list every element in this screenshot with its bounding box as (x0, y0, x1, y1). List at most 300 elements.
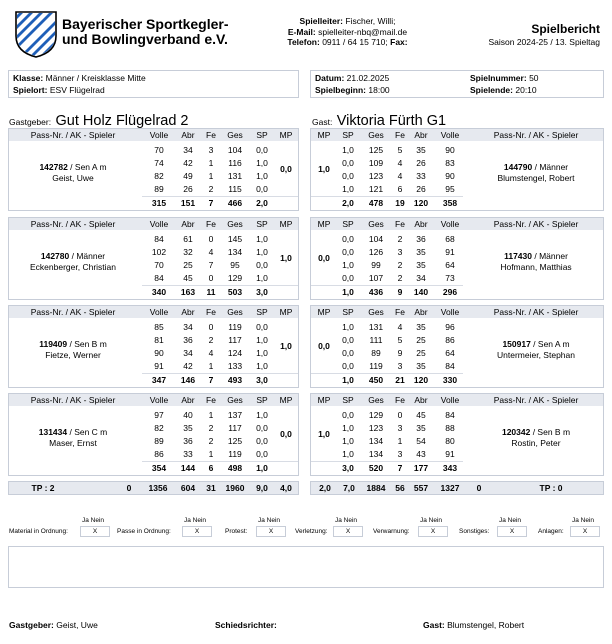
org-name-line1: Bayerischer Sportkegler- (62, 16, 229, 32)
guest-lane-cell: 0,0 (342, 158, 354, 168)
host-lane-cell: 0,0 (256, 260, 268, 270)
guest-team-points: TP : 0 (539, 483, 563, 493)
host-lane-cell: 0,0 (256, 145, 268, 155)
host-lane-cell: 125 (227, 436, 243, 446)
host-lane-cell: 84 (154, 234, 164, 244)
host-lane-cell: 1,0 (256, 335, 268, 345)
guest-lane-cell: 26 (416, 158, 426, 168)
host-player-info (13, 339, 133, 361)
guest-lane-cell: 25 (416, 335, 426, 345)
host-lane-cell: 104 (227, 145, 243, 155)
host-lane-cell: 61 (183, 234, 193, 244)
check-label-anlagen: Anlagen: (538, 528, 564, 535)
host-column-header: Abr (181, 219, 195, 229)
guest-total-cell: 21 (395, 375, 405, 385)
check-box-material[interactable]: X (80, 526, 110, 537)
guest-lane-cell: 64 (445, 348, 455, 358)
referee-signature (215, 620, 277, 630)
host-lane-cell: 34 (183, 322, 193, 332)
host-player-pass-line (13, 162, 133, 173)
guest-total-separator (311, 461, 463, 462)
guest-column-header: Volle (440, 219, 460, 229)
ja-nein-header: Ja Nein (258, 517, 281, 524)
host-lane-cell: 134 (227, 247, 243, 257)
guest-team-name: Viktoria Fürth G1 (336, 113, 447, 129)
host-total-cell: 163 (180, 287, 196, 297)
host-column-header: SP (256, 395, 268, 405)
guest-lane-cell: 1,0 (342, 260, 354, 270)
check-box-passe[interactable]: X (182, 526, 212, 537)
host-column-header: Volle (149, 307, 169, 317)
guest-total-sp: 7,0 (343, 483, 355, 493)
guest-column-header: SP (342, 307, 354, 317)
host-player-name: Geist, Uwe (52, 173, 94, 183)
guest-lane-cell: 80 (445, 436, 455, 446)
guest-lane-cell: 90 (445, 145, 455, 155)
guest-total-cell: 140 (413, 287, 429, 297)
host-total-separator (142, 285, 298, 286)
host-player-name: Fietze, Werner (45, 350, 101, 360)
guest-lane-cell: 125 (368, 145, 384, 155)
guest-lane-cell: 1,0 (342, 184, 354, 194)
guest-lane-cell: 36 (416, 234, 426, 244)
guest-totals-bar (310, 481, 604, 495)
host-total-volle: 1356 (148, 483, 168, 493)
guest-total-abr: 557 (413, 483, 429, 493)
guest-column-header: MP (317, 307, 331, 317)
host-lane-cell: 82 (154, 171, 164, 181)
guest-lane-cell: 134 (368, 449, 384, 459)
guest-lane-cell: 0,0 (342, 410, 354, 420)
host-lane-cell: 145 (227, 234, 243, 244)
guest-lane-cell: 0,0 (342, 273, 354, 283)
fax-label: Fax: (390, 37, 408, 47)
host-lane-cell: 0,0 (256, 322, 268, 332)
host-player-info (13, 251, 133, 273)
guest-lane-cell: 111 (369, 335, 383, 345)
guest-lane-cell: 73 (445, 273, 455, 283)
ja-nein-header: Ja Nein (184, 517, 207, 524)
host-lane-cell: 90 (154, 348, 164, 358)
host-total-ges: 1960 (225, 483, 245, 493)
association-logo (14, 10, 58, 58)
guest-player-info (469, 427, 603, 449)
remarks-box[interactable] (8, 546, 604, 588)
guest-lane-cell: 1,0 (342, 322, 354, 332)
host-lane-cell: 42 (183, 361, 193, 371)
document-title: Spielbericht (531, 22, 600, 36)
host-column-header: Abr (181, 395, 195, 405)
guest-lane-cell: 2 (397, 234, 403, 244)
host-total-cell: 466 (227, 198, 243, 208)
host-column-header: Pass-Nr. / AK - Spieler (30, 307, 116, 317)
host-total-cell: 151 (180, 198, 196, 208)
host-total-cell: 7 (208, 198, 214, 208)
klasse-value: Männer / Kreisklasse Mitte (45, 73, 146, 83)
guest-column-header: Ges (368, 307, 384, 317)
host-total-cell: 347 (151, 375, 167, 385)
host-lane-cell: 119 (228, 322, 242, 332)
host-column-header: Volle (149, 130, 169, 140)
host-player-name: Eckenberger, Christian (30, 262, 116, 272)
host-column-header: SP (256, 219, 268, 229)
guest-column-header: Pass-Nr. / AK - Spieler (493, 395, 579, 405)
host-lane-cell: 2 (208, 436, 214, 446)
host-team-name: Gut Holz Flügelrad 2 (55, 113, 189, 129)
host-column-header: MP (279, 395, 293, 405)
host-column-header: Pass-Nr. / AK - Spieler (30, 219, 116, 229)
host-lane-cell: 42 (183, 158, 193, 168)
host-player-ak: / Sen C m (67, 427, 108, 437)
guest-player-info (469, 251, 603, 273)
spielnummer-value: 50 (529, 73, 539, 83)
org-name-line2: und Bowlingverband e.V. (62, 31, 228, 47)
guest-lane-cell: 3 (397, 247, 403, 257)
host-lane-cell: 115 (228, 184, 242, 194)
guest-total-cell: 120 (413, 198, 429, 208)
host-player-pass-line (13, 251, 133, 262)
host-lane-cell: 117 (228, 335, 242, 345)
guest-lane-cell: 3 (397, 449, 403, 459)
host-total-cell: 11 (206, 287, 216, 297)
guest-lane-cell: 3 (397, 361, 403, 371)
guest-player-ak: / Männer (532, 251, 568, 261)
host-team-points: TP : 2 (31, 483, 55, 493)
host-player-pass-line (13, 427, 133, 438)
guest-lane-cell: 35 (416, 260, 426, 270)
host-total-separator (142, 373, 298, 374)
guest-lane-cell: 86 (445, 335, 455, 345)
spielende-label: Spielende: (470, 84, 513, 95)
guest-lane-cell: 35 (416, 247, 426, 257)
host-lane-cell: 36 (183, 335, 193, 345)
guest-player-pass-line (469, 427, 603, 438)
host-column-header: Abr (181, 307, 195, 317)
spielort-value: ESV Flügelrad (49, 84, 105, 95)
datum-value: 21.02.2025 (346, 73, 390, 83)
ja-nein-header: Ja Nein (420, 517, 443, 524)
host-lane-cell: 0 (208, 234, 214, 244)
guest-match-block (310, 393, 604, 476)
host-lane-cell: 1,0 (256, 158, 268, 168)
host-column-header: MP (279, 219, 293, 229)
guest-total-cell: 177 (413, 463, 429, 473)
guest-lane-cell: 119 (369, 361, 383, 371)
guest-player-name: Blumstengel, Robert (497, 173, 575, 183)
host-totals-bar (8, 481, 299, 495)
host-lane-cell: 131 (227, 171, 243, 181)
guest-total-cell: 2,0 (342, 198, 354, 208)
guest-total-cell: 520 (368, 463, 384, 473)
host-column-header: Volle (149, 219, 169, 229)
host-lane-cell: 84 (154, 273, 164, 283)
spielleiter-label: Spielleiter: (299, 16, 344, 26)
host-match-block (8, 305, 299, 388)
guest-column-header: Fe (395, 219, 405, 229)
guest-total-cell: 296 (442, 287, 458, 297)
host-lane-cell: 86 (154, 449, 164, 459)
guest-lane-cell: 90 (445, 171, 455, 181)
guest-lane-cell: 43 (416, 449, 426, 459)
host-lane-cell: 33 (183, 449, 193, 459)
ja-nein-header: Ja Nein (499, 517, 522, 524)
guest-total-cell: 19 (395, 198, 405, 208)
host-lane-cell: 91 (154, 361, 164, 371)
ja-nein-header: Ja Nein (82, 517, 105, 524)
host-lane-cell: 129 (227, 273, 243, 283)
guest-lane-cell: 34 (416, 273, 426, 283)
host-match-points: 0,0 (280, 164, 292, 174)
guest-lane-cell: 54 (416, 436, 426, 446)
host-player-ak: / Sen B m (67, 339, 107, 349)
spielnummer-label: Spielnummer: (470, 73, 527, 83)
guest-lane-cell: 26 (416, 184, 426, 194)
email-value: spielleiter-nbq@mail.de (318, 26, 408, 37)
host-lane-cell: 1,0 (256, 171, 268, 181)
spielende-value: 20:10 (515, 84, 537, 95)
guest-player-info (469, 339, 603, 361)
host-lane-cell: 119 (228, 449, 242, 459)
guest-total-separator (311, 285, 463, 286)
host-lane-cell: 4 (208, 247, 214, 257)
host-lane-cell: 36 (183, 436, 193, 446)
host-total-cell: 315 (151, 198, 167, 208)
guest-column-header: Pass-Nr. / AK - Spieler (493, 130, 579, 140)
check-box-verletzung[interactable]: X (333, 526, 363, 537)
guest-column-header: MP (317, 130, 331, 140)
guest-lane-cell: 35 (416, 145, 426, 155)
host-lane-cell: 1 (208, 171, 214, 181)
host-lane-cell: 1 (208, 410, 214, 420)
check-label-protest: Protest: (225, 528, 248, 535)
host-lane-cell: 35 (183, 423, 193, 433)
host-total-cell: 1,0 (256, 463, 268, 473)
host-lane-cell: 1,0 (256, 247, 268, 257)
guest-signature-name: Blumstengel, Robert (447, 620, 525, 630)
host-total-cell: 503 (227, 287, 243, 297)
host-column-header: Fe (206, 307, 216, 317)
guest-match-block (310, 128, 604, 211)
guest-lane-cell: 0,0 (342, 171, 354, 181)
guest-total-separator (311, 196, 463, 197)
host-total-abr: 604 (180, 483, 196, 493)
guest-lane-cell: 88 (445, 423, 455, 433)
host-lane-cell: 124 (227, 348, 243, 358)
check-box-anlagen[interactable]: X (570, 526, 600, 537)
guest-lane-cell: 6 (397, 184, 403, 194)
guest-pass-number: 150917 (502, 339, 531, 349)
check-label-verletzung: Verletzung: (295, 528, 328, 535)
host-lane-cell: 70 (154, 260, 164, 270)
guest-lane-cell: 4 (397, 322, 403, 332)
host-total-cell: 6 (208, 463, 214, 473)
check-box-protest[interactable]: X (256, 526, 286, 537)
guest-lane-cell: 123 (368, 423, 384, 433)
guest-column-header: Pass-Nr. / AK - Spieler (493, 307, 579, 317)
guest-lane-cell: 1,0 (342, 423, 354, 433)
host-match-points: 1,0 (280, 341, 292, 351)
host-total-cell: 354 (151, 463, 167, 473)
guest-lane-cell: 1,0 (342, 145, 354, 155)
datum-label: Datum: (315, 73, 345, 83)
host-player-info (13, 162, 133, 184)
host-player-ak: / Sen A m (67, 162, 107, 172)
ja-nein-header: Ja Nein (335, 517, 358, 524)
guest-player-name: Untermeier, Stephan (497, 350, 575, 360)
guest-lane-cell: 0,0 (342, 348, 354, 358)
guest-lane-cell: 99 (371, 260, 381, 270)
host-lane-cell: 133 (227, 361, 243, 371)
guest-player-pass-line (469, 251, 603, 262)
guest-lane-cell: 1,0 (342, 436, 354, 446)
guest-lane-cell: 0,0 (342, 247, 354, 257)
guest-total-cell: 3,0 (342, 463, 354, 473)
guest-column-header: Fe (395, 130, 405, 140)
host-lane-cell: 0 (208, 273, 214, 283)
guest-lane-cell: 107 (368, 273, 384, 283)
guest-lane-cell: 2 (397, 260, 403, 270)
guest-lane-cell: 4 (397, 171, 403, 181)
host-match-points: 1,0 (280, 253, 292, 263)
guest-lane-cell: 35 (416, 361, 426, 371)
guest-total-mp: 2,0 (319, 483, 331, 493)
host-lane-cell: 1,0 (256, 234, 268, 244)
guest-lane-cell: 121 (368, 184, 384, 194)
host-lane-cell: 2 (208, 335, 214, 345)
host-column-header: Fe (206, 130, 216, 140)
guest-total-cell: 436 (368, 287, 384, 297)
guest-lane-cell: 129 (368, 410, 384, 420)
guest-lane-cell: 91 (445, 449, 455, 459)
check-box-sonstiges[interactable]: X (497, 526, 527, 537)
host-column-header: Abr (181, 130, 195, 140)
guest-player-ak: / Sen B m (530, 427, 571, 437)
host-lane-cell: 89 (154, 184, 164, 194)
host-total-cell: 7 (208, 375, 214, 385)
guest-column-header: Ges (368, 395, 384, 405)
host-total-cell: 146 (180, 375, 196, 385)
guest-column-header: Abr (414, 219, 428, 229)
guest-column-header: Ges (368, 130, 384, 140)
guest-total-cell: 120 (413, 375, 429, 385)
host-column-header: MP (279, 130, 293, 140)
guest-player-pass-line (469, 162, 603, 173)
host-total-cell: 3,0 (256, 375, 268, 385)
check-label-verwarnung: Verwarnung: (373, 528, 410, 535)
host-lane-cell: 32 (183, 247, 193, 257)
host-lane-cell: 0,0 (256, 449, 268, 459)
check-label-passe: Passe in Ordnung: (117, 528, 171, 535)
host-total-sp: 9,0 (256, 483, 268, 493)
guest-total-cell: 330 (442, 375, 458, 385)
check-label-sonstiges: Sonstiges: (459, 528, 490, 535)
guest-signature-label: Gast: (423, 620, 445, 630)
guest-lane-cell: 45 (416, 410, 426, 420)
host-column-header: Ges (227, 219, 243, 229)
host-match-block (8, 128, 299, 211)
check-box-verwarnung[interactable]: X (418, 526, 448, 537)
host-column-header: MP (279, 307, 293, 317)
guest-pass-number: 144790 (503, 162, 533, 172)
referee-signature-label: Schiedsrichter: (215, 620, 277, 630)
host-lane-cell: 81 (154, 335, 164, 345)
guest-lane-cell: 4 (397, 158, 403, 168)
guest-lane-cell: 3 (397, 423, 403, 433)
guest-lane-cell: 123 (368, 171, 384, 181)
guest-total-ges: 1884 (366, 483, 386, 493)
guest-lane-cell: 1 (397, 436, 403, 446)
spielbeginn-label: Spielbeginn: (315, 84, 366, 95)
guest-column-header: MP (317, 395, 331, 405)
guest-lane-cell: 68 (445, 234, 455, 244)
guest-column-header: Abr (414, 307, 428, 317)
host-lane-cell: 85 (154, 322, 164, 332)
spielort-label: Spielort: (13, 84, 48, 95)
guest-lane-cell: 91 (445, 247, 455, 257)
guest-lane-cell: 0 (397, 410, 403, 420)
guest-total-volle: 1327 (440, 483, 460, 493)
host-player-info (13, 427, 133, 449)
guest-column-header: SP (342, 219, 354, 229)
guest-total-cell: 1,0 (342, 287, 354, 297)
host-column-header: Pass-Nr. / AK - Spieler (30, 395, 116, 405)
guest-match-points: 0,0 (318, 341, 330, 351)
host-lane-cell: 117 (228, 423, 242, 433)
host-match-block (8, 393, 299, 476)
guest-lane-cell: 96 (445, 322, 455, 332)
guest-lane-cell: 1,0 (342, 449, 354, 459)
host-pass-number: 119409 (39, 339, 68, 349)
guest-column-header: Ges (368, 219, 384, 229)
guest-lane-cell: 2 (397, 273, 403, 283)
guest-match-points: 1,0 (318, 164, 330, 174)
email-label: E-Mail: (287, 26, 316, 37)
guest-total-cell: 478 (368, 198, 384, 208)
guest-lane-cell: 84 (445, 361, 455, 371)
host-total-separator (142, 196, 298, 197)
guest-match-block (310, 305, 604, 388)
host-lane-cell: 0,0 (256, 436, 268, 446)
host-total-cell: 3,0 (256, 287, 268, 297)
host-total-fe: 31 (206, 483, 216, 493)
host-lane-cell: 1,0 (256, 348, 268, 358)
host-total-separator (142, 461, 298, 462)
guest-lane-cell: 0,0 (342, 335, 354, 345)
guest-total-fe: 56 (395, 483, 405, 493)
host-column-header: Ges (227, 395, 243, 405)
guest-player-pass-line (469, 339, 603, 350)
guest-lane-cell: 95 (445, 184, 455, 194)
guest-column-header: SP (342, 395, 354, 405)
host-lane-cell: 7 (208, 260, 214, 270)
guest-lane-cell: 33 (416, 171, 426, 181)
guest-match-points: 0,0 (318, 253, 330, 263)
host-player-pass-line (13, 339, 133, 350)
host-lane-cell: 1,0 (256, 410, 268, 420)
host-lane-cell: 34 (183, 348, 193, 358)
host-lane-cell: 40 (183, 410, 193, 420)
host-lane-cell: 137 (227, 410, 243, 420)
guest-column-header: Abr (414, 130, 428, 140)
host-lane-cell: 34 (183, 145, 193, 155)
guest-player-ak: / Männer (532, 162, 569, 172)
host-lane-cell: 2 (208, 423, 214, 433)
host-lane-cell: 0 (208, 322, 214, 332)
host-signature-name: Geist, Uwe (56, 620, 98, 630)
host-total-cell: 498 (227, 463, 243, 473)
guest-total-cell: 9 (397, 287, 403, 297)
host-lane-cell: 1,0 (256, 361, 268, 371)
